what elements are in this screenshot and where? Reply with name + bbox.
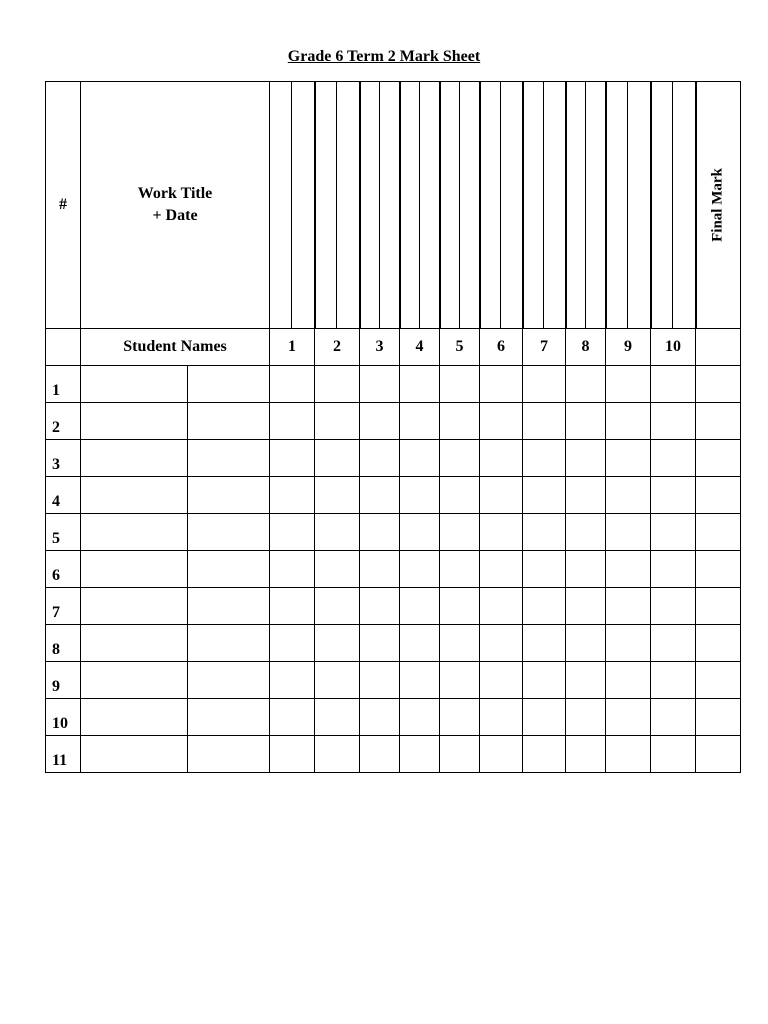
student-names-header: Student Names — [81, 329, 270, 366]
mark-cell[interactable] — [400, 403, 440, 440]
table-row — [46, 736, 741, 773]
student-name-cell[interactable] — [81, 699, 188, 736]
mark-cell[interactable] — [270, 514, 315, 551]
student-surname-cell[interactable] — [188, 403, 270, 440]
mark-cell[interactable] — [651, 588, 696, 625]
mark-cell[interactable] — [480, 662, 523, 699]
mark-cell[interactable] — [523, 514, 566, 551]
mark-cell[interactable] — [651, 477, 696, 514]
mark-cell[interactable] — [651, 736, 696, 773]
mark-cell[interactable] — [440, 366, 480, 403]
mark-cell[interactable] — [566, 588, 606, 625]
mark-cell[interactable] — [566, 477, 606, 514]
final-mark-label: Final Mark — [709, 168, 726, 242]
final-mark-cell[interactable] — [696, 440, 741, 477]
mark-cell[interactable] — [480, 699, 523, 736]
mark-cell[interactable] — [360, 477, 400, 514]
work-title-cell-6a[interactable] — [480, 82, 501, 329]
mark-cell[interactable] — [270, 440, 315, 477]
mark-cell[interactable] — [480, 366, 523, 403]
final-mark-subheader — [696, 329, 741, 366]
mark-cell[interactable] — [523, 699, 566, 736]
table-row — [46, 625, 741, 662]
mark-cell[interactable] — [400, 514, 440, 551]
final-mark-cell[interactable] — [696, 699, 741, 736]
header-row — [46, 82, 741, 329]
mark-cell[interactable] — [315, 699, 360, 736]
mark-cell[interactable] — [315, 403, 360, 440]
assessment-number-8: 8 — [566, 329, 606, 366]
mark-cell[interactable] — [400, 736, 440, 773]
student-name-cell[interactable] — [81, 403, 188, 440]
mark-cell[interactable] — [480, 625, 523, 662]
mark-cell[interactable] — [400, 477, 440, 514]
mark-cell[interactable] — [606, 440, 651, 477]
mark-cell[interactable] — [566, 366, 606, 403]
row-number: 10 — [46, 699, 81, 736]
mark-cell[interactable] — [480, 477, 523, 514]
work-title-cell-2b[interactable] — [337, 82, 360, 329]
mark-cell[interactable] — [566, 625, 606, 662]
work-title-line1: Work Title — [137, 185, 213, 202]
assessment-number-7: 7 — [523, 329, 566, 366]
work-title-header — [81, 82, 270, 329]
student-surname-cell[interactable] — [188, 588, 270, 625]
mark-cell[interactable] — [360, 440, 400, 477]
mark-cell[interactable] — [480, 403, 523, 440]
table-row — [46, 514, 741, 551]
mark-cell[interactable] — [566, 662, 606, 699]
student-name-cell[interactable] — [81, 625, 188, 662]
student-surname-cell[interactable] — [188, 477, 270, 514]
mark-cell[interactable] — [315, 477, 360, 514]
student-name-cell[interactable] — [81, 662, 188, 699]
student-surname-cell[interactable] — [188, 699, 270, 736]
mark-cell[interactable] — [566, 551, 606, 588]
document-title: Grade 6 Term 2 Mark Sheet — [287, 48, 481, 65]
student-name-cell[interactable] — [81, 736, 188, 773]
final-mark-cell[interactable] — [696, 366, 741, 403]
final-mark-header — [696, 82, 741, 329]
mark-cell[interactable] — [606, 662, 651, 699]
assessment-number-6: 6 — [480, 329, 523, 366]
student-surname-cell[interactable] — [188, 662, 270, 699]
row-number: 3 — [46, 440, 81, 477]
blank-header-cell — [46, 329, 81, 366]
student-name-cell[interactable] — [81, 551, 188, 588]
table-row — [46, 366, 741, 403]
mark-cell[interactable] — [440, 551, 480, 588]
mark-cell[interactable] — [523, 625, 566, 662]
mark-cell[interactable] — [400, 440, 440, 477]
mark-cell[interactable] — [270, 588, 315, 625]
mark-cell[interactable] — [400, 366, 440, 403]
work-title-cell-2a[interactable] — [315, 82, 337, 329]
table-row — [46, 440, 741, 477]
mark-cell[interactable] — [480, 736, 523, 773]
mark-cell[interactable] — [566, 440, 606, 477]
work-title-cell-4b[interactable] — [420, 82, 440, 329]
student-surname-cell[interactable] — [188, 625, 270, 662]
final-mark-cell[interactable] — [696, 477, 741, 514]
mark-cell[interactable] — [440, 699, 480, 736]
mark-cell[interactable] — [651, 551, 696, 588]
mark-cell[interactable] — [606, 477, 651, 514]
assessment-number-9: 9 — [606, 329, 651, 366]
work-title-cell-4a[interactable] — [400, 82, 420, 329]
student-surname-cell[interactable] — [188, 514, 270, 551]
mark-cell[interactable] — [315, 588, 360, 625]
mark-cell[interactable] — [270, 662, 315, 699]
work-title-cell-1a[interactable] — [270, 82, 292, 329]
work-title-cell-7b[interactable] — [544, 82, 566, 329]
row-number: 2 — [46, 403, 81, 440]
mark-cell[interactable] — [360, 514, 400, 551]
row-number: 7 — [46, 588, 81, 625]
student-surname-cell[interactable] — [188, 551, 270, 588]
mark-cell[interactable] — [360, 699, 400, 736]
mark-cell[interactable] — [566, 699, 606, 736]
final-mark-cell[interactable] — [696, 662, 741, 699]
column-header-row — [46, 329, 741, 366]
row-number: 5 — [46, 514, 81, 551]
row-number: 8 — [46, 625, 81, 662]
mark-cell[interactable] — [315, 366, 360, 403]
mark-cell[interactable] — [651, 403, 696, 440]
mark-cell[interactable] — [523, 551, 566, 588]
mark-cell[interactable] — [315, 662, 360, 699]
mark-cell[interactable] — [606, 588, 651, 625]
work-title-cell-8a[interactable] — [566, 82, 586, 329]
mark-cell[interactable] — [566, 736, 606, 773]
work-title-label — [81, 183, 269, 227]
mark-cell[interactable] — [440, 403, 480, 440]
final-mark-cell[interactable] — [696, 403, 741, 440]
work-title-cell-5a[interactable] — [440, 82, 460, 329]
mark-cell[interactable] — [651, 625, 696, 662]
mark-cell[interactable] — [270, 699, 315, 736]
work-title-cell-10b[interactable] — [673, 82, 696, 329]
mark-cell[interactable] — [400, 625, 440, 662]
mark-cell[interactable] — [480, 588, 523, 625]
mark-cell[interactable] — [480, 514, 523, 551]
student-surname-cell[interactable] — [188, 366, 270, 403]
row-number: 6 — [46, 551, 81, 588]
mark-cell[interactable] — [480, 440, 523, 477]
assessment-number-2: 2 — [315, 329, 360, 366]
final-mark-cell[interactable] — [696, 625, 741, 662]
student-name-cell[interactable] — [81, 366, 188, 403]
row-number-header: # — [46, 82, 81, 329]
table-row — [46, 699, 741, 736]
student-name-cell[interactable] — [81, 440, 188, 477]
student-surname-cell[interactable] — [188, 440, 270, 477]
row-number: 9 — [46, 662, 81, 699]
mark-cell[interactable] — [270, 477, 315, 514]
assessment-number-3: 3 — [360, 329, 400, 366]
final-mark-cell[interactable] — [696, 551, 741, 588]
table-row — [46, 662, 741, 699]
work-title-cell-9a[interactable] — [606, 82, 628, 329]
assessment-number-4: 4 — [400, 329, 440, 366]
work-title-cell-3a[interactable] — [360, 82, 380, 329]
mark-cell[interactable] — [400, 699, 440, 736]
mark-cell[interactable] — [270, 625, 315, 662]
mark-cell[interactable] — [480, 551, 523, 588]
student-name-cell[interactable] — [81, 588, 188, 625]
mark-cell[interactable] — [523, 366, 566, 403]
work-title-cell-9b[interactable] — [628, 82, 651, 329]
final-mark-cell[interactable] — [696, 514, 741, 551]
work-title-cell-8b[interactable] — [586, 82, 606, 329]
mark-cell[interactable] — [523, 403, 566, 440]
work-title-cell-1b[interactable] — [292, 82, 315, 329]
mark-cell[interactable] — [606, 366, 651, 403]
assessment-number-5: 5 — [440, 329, 480, 366]
work-title-cell-7a[interactable] — [523, 82, 544, 329]
mark-cell[interactable] — [400, 551, 440, 588]
final-mark-cell[interactable] — [696, 588, 741, 625]
work-title-cell-6b[interactable] — [501, 82, 523, 329]
mark-cell[interactable] — [440, 625, 480, 662]
mark-cell[interactable] — [606, 736, 651, 773]
mark-sheet-table — [45, 81, 741, 773]
mark-cell[interactable] — [440, 736, 480, 773]
work-title-cell-10a[interactable] — [651, 82, 673, 329]
mark-cell[interactable] — [651, 440, 696, 477]
mark-cell[interactable] — [400, 662, 440, 699]
row-number: 11 — [46, 736, 81, 773]
mark-cell[interactable] — [270, 366, 315, 403]
row-number: 1 — [46, 366, 81, 403]
mark-cell[interactable] — [440, 514, 480, 551]
final-mark-cell[interactable] — [696, 736, 741, 773]
student-name-cell[interactable] — [81, 514, 188, 551]
mark-cell[interactable] — [315, 514, 360, 551]
student-surname-cell[interactable] — [188, 736, 270, 773]
mark-cell[interactable] — [315, 440, 360, 477]
mark-cell[interactable] — [360, 588, 400, 625]
mark-cell[interactable] — [400, 588, 440, 625]
table-row — [46, 403, 741, 440]
assessment-number-10: 10 — [651, 329, 696, 366]
mark-cell[interactable] — [651, 662, 696, 699]
mark-cell[interactable] — [315, 551, 360, 588]
mark-cell[interactable] — [270, 403, 315, 440]
mark-cell[interactable] — [360, 662, 400, 699]
student-name-cell[interactable] — [81, 477, 188, 514]
mark-cell[interactable] — [651, 699, 696, 736]
mark-cell[interactable] — [566, 403, 606, 440]
mark-cell[interactable] — [360, 366, 400, 403]
mark-cell[interactable] — [360, 625, 400, 662]
mark-cell[interactable] — [523, 588, 566, 625]
mark-cell[interactable] — [440, 588, 480, 625]
mark-cell[interactable] — [270, 736, 315, 773]
mark-cell[interactable] — [360, 403, 400, 440]
mark-cell[interactable] — [606, 625, 651, 662]
work-title-cell-5b[interactable] — [460, 82, 480, 329]
mark-cell[interactable] — [523, 662, 566, 699]
mark-cell[interactable] — [315, 736, 360, 773]
mark-cell[interactable] — [360, 736, 400, 773]
assessment-number-1: 1 — [270, 329, 315, 366]
table-row — [46, 477, 741, 514]
mark-cell[interactable] — [523, 440, 566, 477]
mark-cell[interactable] — [440, 440, 480, 477]
mark-cell[interactable] — [523, 736, 566, 773]
mark-cell[interactable] — [651, 366, 696, 403]
mark-cell[interactable] — [270, 551, 315, 588]
mark-cell[interactable] — [523, 477, 566, 514]
work-title-line2: + Date — [152, 207, 198, 224]
work-title-cell-3b[interactable] — [380, 82, 400, 329]
mark-cell[interactable] — [440, 477, 480, 514]
mark-cell[interactable] — [315, 625, 360, 662]
mark-cell[interactable] — [651, 514, 696, 551]
table-row — [46, 551, 741, 588]
mark-cell[interactable] — [606, 699, 651, 736]
mark-cell[interactable] — [566, 514, 606, 551]
mark-cell[interactable] — [440, 662, 480, 699]
mark-cell[interactable] — [360, 551, 400, 588]
mark-cell[interactable] — [606, 514, 651, 551]
row-number: 4 — [46, 477, 81, 514]
mark-cell[interactable] — [606, 551, 651, 588]
mark-cell[interactable] — [606, 403, 651, 440]
table-row — [46, 588, 741, 625]
